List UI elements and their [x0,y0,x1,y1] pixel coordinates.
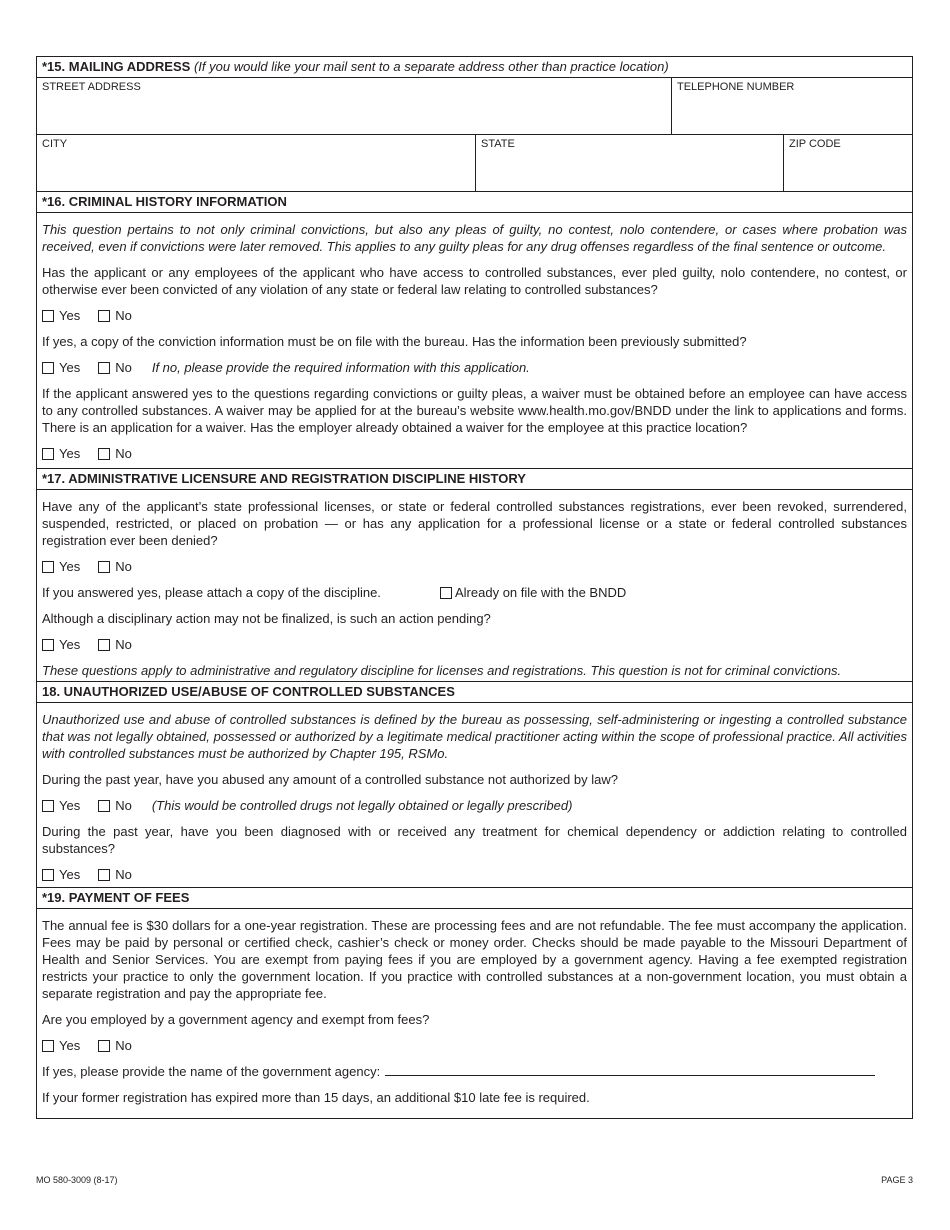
abuse-q2-no-option[interactable] [98,866,132,883]
discipline-question-1: Have any of the applicant’s state professional licenses, or state or federal controlled substances registrations, ever been revoked, surrendered, suspended, restricted, or placed on probation — or has any application for a professional license or a state or federal controlled substances registration ever been denied? [42,499,907,548]
address-row-2 [37,135,912,192]
yes-label: Yes [59,308,81,323]
government-agency-label: If yes, please provide the name of the government agency: [42,1064,381,1079]
section-17-title: *17. ADMINISTRATIVE LICENSURE AND REGISTRATION DISCIPLINE HISTORY [42,471,526,486]
checkbox[interactable] [42,310,54,322]
checkbox[interactable] [42,639,54,651]
checkbox[interactable] [98,639,110,651]
no-label: No [115,798,132,813]
abuse-q1-no-option[interactable] [98,797,132,814]
checkbox[interactable] [98,448,110,460]
checkbox[interactable] [42,800,54,812]
criminal-history-question-2: If yes, a copy of the conviction information must be on file with the bureau. Has the information been previously submitted? [42,334,747,349]
section-18-title: 18. UNAUTHORIZED USE/ABUSE OF CONTROLLED SUBSTANCES [42,684,455,699]
form-id: MO 580-3009 (8-17) [36,1175,118,1185]
checkbox[interactable] [42,561,54,573]
criminal-q1-yes-option[interactable] [42,307,80,324]
yes-label: Yes [59,637,81,652]
abuse-question-1: During the past year, have you abused any amount of a controlled substance not authorized by law? [42,772,618,787]
late-fee-note: If your former registration has expired more than 15 days, an additional $10 late fee is required. [42,1090,590,1105]
criminal-history-question-1: Has the applicant or any employees of the applicant who have access to controlled substances, ever pled guilty, nolo contendere, no contest, or otherwise ever been convicted of any violation of any state or federal law relating to controlled substances? [42,265,907,297]
criminal-history-q3-options [42,445,907,462]
yes-label: Yes [59,559,81,574]
state-label: STATE [481,138,515,150]
discipline-q1-no-option[interactable] [98,558,132,575]
city-label: CITY [42,138,68,150]
section-18-body [37,703,912,888]
discipline-q2-yes-option[interactable] [42,636,80,653]
section-19-header [37,888,912,909]
page-number: PAGE 3 [881,1175,913,1185]
section-18-header [37,682,912,703]
checkbox[interactable] [440,587,452,599]
no-label: No [115,360,132,375]
checkbox[interactable] [98,561,110,573]
no-label: No [115,559,132,574]
state-field[interactable] [475,135,783,191]
checkbox[interactable] [42,362,54,374]
application-form [36,56,913,1119]
discipline-q1-options [42,558,907,575]
section-16-header [37,192,912,213]
address-row-1 [37,78,912,135]
fees-question-1: Are you employed by a government agency and exempt from fees? [42,1012,430,1027]
criminal-q2-no-option[interactable] [98,359,132,376]
fees-q1-options [42,1037,907,1054]
telephone-number-field[interactable] [671,78,912,134]
checkbox[interactable] [42,448,54,460]
no-label: No [115,446,132,461]
checkbox[interactable] [98,310,110,322]
discipline-attach-row [42,584,907,601]
section-17-body [37,490,912,682]
government-agency-row [42,1063,907,1080]
already-on-file-label: Already on file with the BNDD [455,585,627,600]
yes-label: Yes [59,446,81,461]
yes-label: Yes [59,1038,81,1053]
discipline-q1-yes-option[interactable] [42,558,80,575]
section-15-title: *15. MAILING ADDRESS [42,59,191,74]
abuse-q1-options [42,797,907,814]
fees-q1-no-option[interactable] [98,1037,132,1054]
criminal-q2-note: If no, please provide the required information with this application. [151,360,530,375]
no-label: No [115,308,132,323]
abuse-q2-yes-option[interactable] [42,866,80,883]
fees-q1-yes-option[interactable] [42,1037,80,1054]
discipline-attach-text: If you answered yes, please attach a copy of the discipline. [42,585,381,600]
section-16-body [37,213,912,469]
no-label: No [115,1038,132,1053]
checkbox[interactable] [42,1040,54,1052]
criminal-history-intro: This question pertains to not only criminal convictions, but also any pleas of guilty, no contest, nolo contendere, or cases where probation was received, even if convictions were later removed. This applies to any guilty pleas for any drug offenses regardless of the final sentence or outcome. [42,222,907,254]
discipline-q2-options [42,636,907,653]
criminal-history-q2-options [42,359,907,376]
section-19-title: *19. PAYMENT OF FEES [42,890,190,905]
criminal-q3-no-option[interactable] [98,445,132,462]
city-field[interactable] [37,135,475,191]
abuse-q1-yes-option[interactable] [42,797,80,814]
criminal-q2-yes-option[interactable] [42,359,80,376]
zip-code-field[interactable] [783,135,912,191]
no-label: No [115,867,132,882]
section-16-title: *16. CRIMINAL HISTORY INFORMATION [42,194,287,209]
yes-label: Yes [59,798,81,813]
abuse-question-2: During the past year, have you been diagnosed with or received any treatment for chemical dependency or addiction relating to controlled substances? [42,824,907,856]
abuse-definition: Unauthorized use and abuse of controlled substances is defined by the bureau as possessing, self-administering or ingesting a controlled substance that was not legally obtained, possessed or authorized by a legitimate medical practitioner acting within the scope of professional practice. All activities with controlled substances must be authorized by Chapter 195, RSMo. [42,712,907,761]
no-label: No [115,637,132,652]
street-address-field[interactable] [37,78,671,134]
criminal-q3-yes-option[interactable] [42,445,80,462]
criminal-q1-no-option[interactable] [98,307,132,324]
yes-label: Yes [59,360,81,375]
section-15-header [37,57,912,78]
street-address-label: STREET ADDRESS [42,81,141,93]
government-agency-input[interactable] [385,1063,875,1076]
abuse-q1-note: (This would be controlled drugs not legally obtained or legally prescribed) [151,798,573,813]
checkbox[interactable] [42,869,54,881]
fees-description: The annual fee is $30 dollars for a one-year registration. These are processing fees and are not refundable. The fee must accompany the application. Fees may be paid by personal or certified check, cashier’s check or money order. Checks should be made payable to the Missouri Department of Health and Senior Services. You are exempt from paying fees if you are employed by a government agency. Having a fee exempted registration restricts your practice to only the government location. If you practice with controlled substances at a non-government location, you must obtain a separate registration and pay the appropriate fee. [42,918,907,1001]
section-17-header [37,469,912,490]
discipline-question-2: Although a disciplinary action may not be finalized, is such an action pending? [42,611,491,626]
checkbox[interactable] [98,1040,110,1052]
zip-code-label: ZIP CODE [789,138,841,150]
yes-label: Yes [59,867,81,882]
section-15-subtitle: (If you would like your mail sent to a separate address other than practice location) [193,59,669,74]
already-on-file-option[interactable] [440,584,626,601]
discipline-q2-no-option[interactable] [98,636,132,653]
abuse-q2-options [42,866,907,883]
checkbox[interactable] [98,362,110,374]
section-19-body [37,909,912,1106]
checkbox[interactable] [98,869,110,881]
discipline-note: These questions apply to administrative and regulatory discipline for licenses and registrations. This question is not for criminal convictions. [42,663,842,678]
telephone-number-label: TELEPHONE NUMBER [677,81,795,93]
checkbox[interactable] [98,800,110,812]
criminal-history-question-3: If the applicant answered yes to the questions regarding convictions or guilty pleas, a waiver must be obtained before an employee can have access to any controlled substances. A waiver may be applied for at the bureau’s website www.health.mo.gov/BNDD under the link to applications and forms. There is an application for a waiver. Has the employer already obtained a waiver for the employee at this practice location? [42,386,907,435]
criminal-history-q1-options [42,307,907,324]
